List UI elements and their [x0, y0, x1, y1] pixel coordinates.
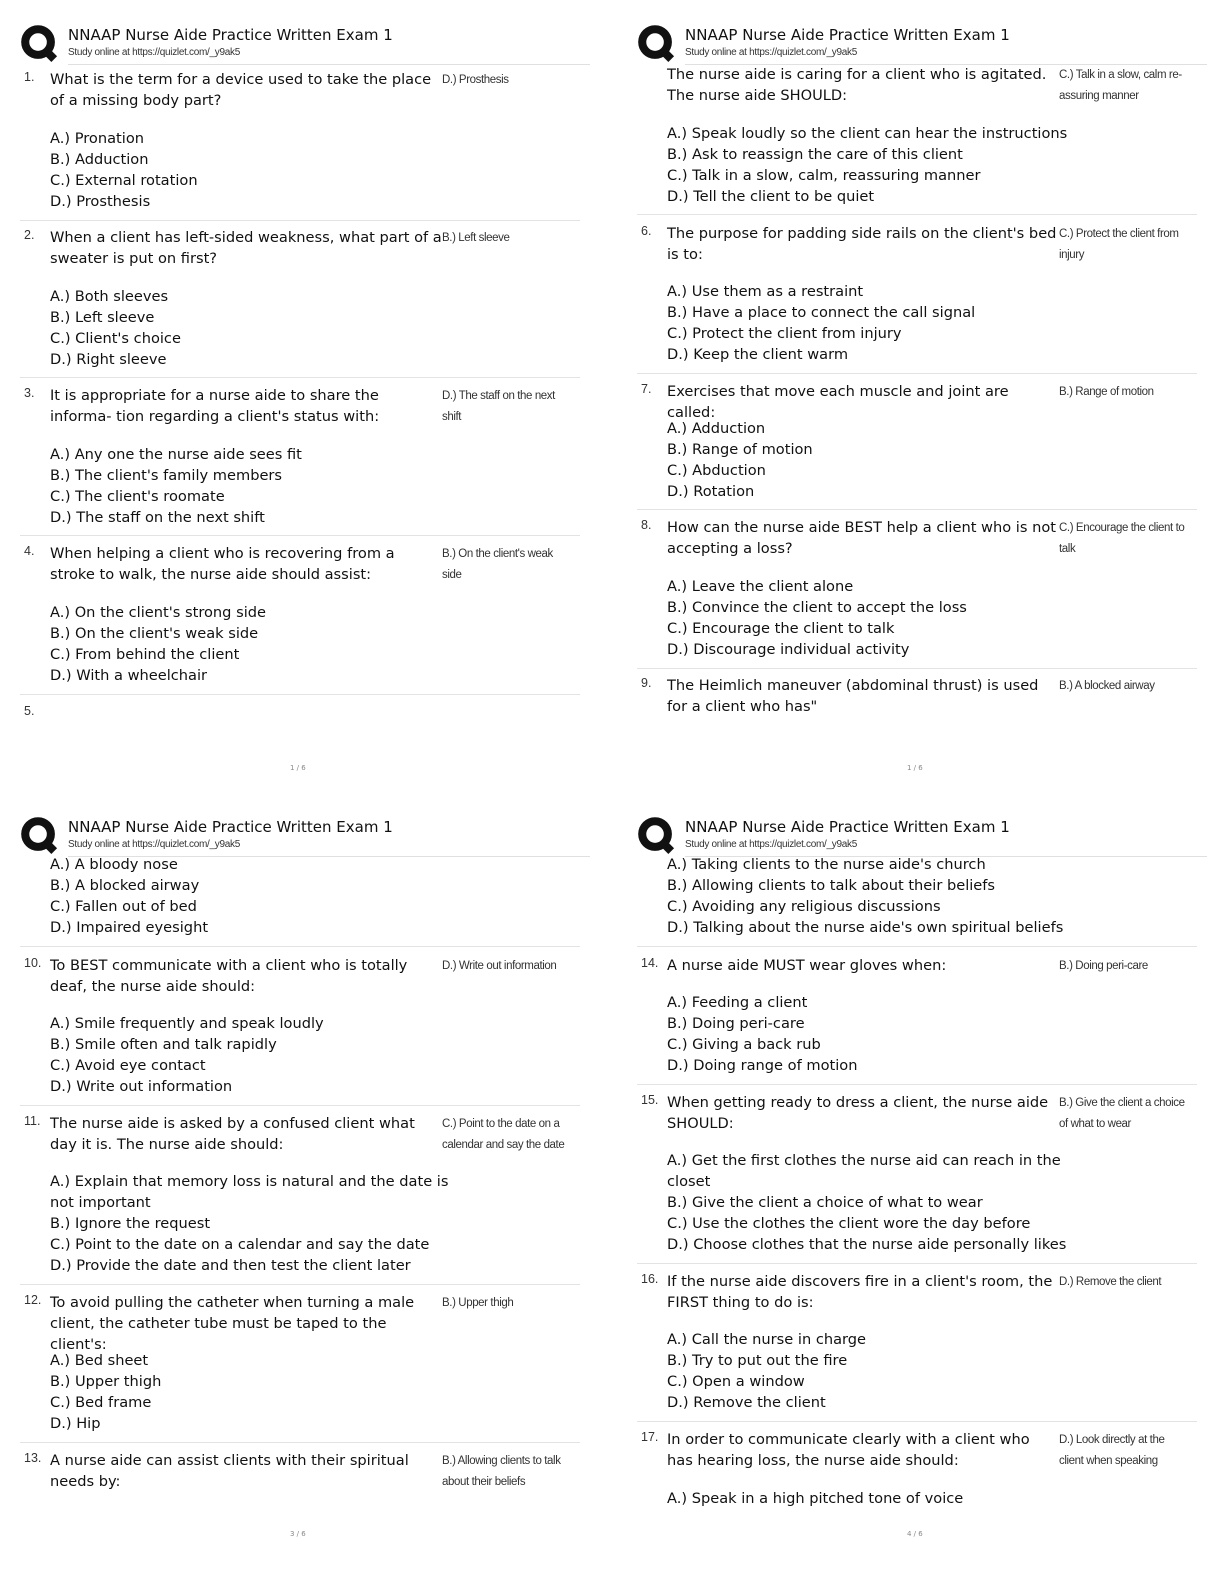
option: A.) Call the nurse in charge	[667, 1331, 867, 1348]
page-subtitle: Study online at https://quizlet.com/_y9ak5	[68, 47, 240, 58]
question-number: 9.	[641, 676, 652, 690]
question-answer: C.) Point to the date on a calendar and say the date	[442, 1118, 565, 1151]
option: A.) Explain that memory loss is natural and the date is	[50, 1173, 449, 1190]
option: A.) Speak in a high pitched tone of voice	[667, 1490, 964, 1507]
option: A.) On the client's strong side	[50, 604, 266, 621]
option: B.) The client's family members	[50, 467, 283, 484]
option: D.) Tell the client to be quiet	[667, 188, 875, 205]
question-answer: D.) Write out information	[442, 960, 557, 972]
page-number: 1 / 6	[907, 764, 923, 772]
question-answer: B.) Upper thigh	[442, 1297, 514, 1309]
option: C.) Talk in a slow, calm, reassuring manner	[667, 167, 981, 184]
divider	[637, 1084, 1197, 1085]
question-answer: B.) Give the client a choice of what to wear	[1059, 1097, 1185, 1130]
question-answer: C.) Encourage the client to talk	[1059, 522, 1185, 555]
question-answer: B.) Left sleeve	[442, 232, 510, 244]
option: C.) Fallen out of bed	[50, 898, 197, 915]
divider	[20, 694, 580, 695]
question-text: The purpose for padding side rails on the client's bed is to:	[667, 225, 1057, 263]
page-header	[20, 22, 595, 64]
option: A.) Pronation	[50, 130, 144, 147]
option: C.) Protect the client from injury	[667, 325, 902, 342]
option: D.) Provide the date and then test the client later	[50, 1257, 411, 1274]
option: D.) With a wheelchair	[50, 667, 208, 684]
option: A.) Both sleeves	[50, 288, 169, 305]
option: D.) Remove the client	[667, 1394, 826, 1411]
question-text: A nurse aide can assist clients with their spiritual needs by:	[50, 1452, 409, 1490]
quizlet-logo-icon	[637, 816, 675, 854]
question-text: Exercises that move each muscle and joint are called:	[667, 383, 1009, 421]
page-title: NNAAP Nurse Aide Practice Written Exam 1	[685, 818, 1010, 836]
options-list	[50, 1013, 470, 1097]
divider	[20, 377, 580, 378]
options-list	[667, 1329, 1087, 1413]
page-subtitle: Study online at https://quizlet.com/_y9ak5	[685, 839, 857, 850]
option: A.) Taking clients to the nurse aide's church	[667, 856, 986, 873]
page-subtitle: Study online at https://quizlet.com/_y9ak5	[68, 839, 240, 850]
option: D.) Hip	[50, 1415, 101, 1432]
page-title: NNAAP Nurse Aide Practice Written Exam 1	[68, 26, 393, 44]
question-answer: D.) Remove the client	[1059, 1276, 1162, 1288]
question-number: 4.	[24, 544, 35, 558]
option: B.) A blocked airway	[50, 877, 200, 894]
option: closet	[667, 1173, 711, 1190]
question-text: The Heimlich maneuver (abdominal thrust) is used for a client who has"	[667, 677, 1039, 715]
divider	[20, 220, 580, 221]
page-header	[637, 22, 1212, 64]
question-number: 5.	[24, 704, 35, 718]
option: D.) Doing range of motion	[667, 1057, 858, 1074]
page-3	[20, 814, 610, 1594]
option: D.) Right sleeve	[50, 351, 167, 368]
question-number: 8.	[641, 518, 652, 532]
option: A.) Adduction	[667, 420, 766, 437]
option: C.) External rotation	[50, 172, 198, 189]
divider	[20, 946, 580, 947]
question-text: The nurse aide is caring for a client who is agitated. The nurse aide SHOULD:	[667, 66, 1047, 104]
options-list	[50, 854, 470, 938]
question-number: 1.	[24, 70, 35, 84]
option: C.) Encourage the client to talk	[667, 620, 895, 637]
option: D.) Talking about the nurse aide's own spiritual beliefs	[667, 919, 1064, 936]
option: not important	[50, 1194, 151, 1211]
quizlet-logo-icon	[637, 24, 675, 62]
question-text: When a client has left-sided weakness, what part of a sweater is put on first?	[50, 229, 442, 267]
option: A.) Bed sheet	[50, 1352, 149, 1369]
question-number: 7.	[641, 382, 652, 396]
options-list	[667, 1150, 1087, 1255]
question-number: 6.	[641, 224, 652, 238]
quizlet-logo-icon	[20, 24, 58, 62]
option: C.) The client's roomate	[50, 488, 225, 505]
options-list	[50, 128, 470, 212]
quizlet-logo-icon	[20, 816, 58, 854]
option: D.) Impaired eyesight	[50, 919, 209, 936]
option: A.) Leave the client alone	[667, 578, 854, 595]
option: B.) Ignore the request	[50, 1215, 211, 1232]
options-list	[667, 854, 1087, 938]
question-text: In order to communicate clearly with a client who has hearing loss, the nurse aide should:	[667, 1431, 1030, 1469]
option: C.) Avoiding any religious discussions	[667, 898, 941, 915]
option: C.) Avoid eye contact	[50, 1057, 206, 1074]
options-list	[50, 444, 470, 528]
divider	[20, 1105, 580, 1106]
page-header	[637, 814, 1212, 856]
question-number: 3.	[24, 386, 35, 400]
option: A.) Get the first clothes the nurse aid can reach in the	[667, 1152, 1061, 1169]
question-number: 11.	[24, 1114, 41, 1128]
option: A.) Any one the nurse aide sees fit	[50, 446, 302, 463]
option: A.) Feeding a client	[667, 994, 808, 1011]
divider	[637, 1421, 1197, 1422]
question-answer: C.) Protect the client from injury	[1059, 228, 1179, 261]
option: B.) Upper thigh	[50, 1373, 162, 1390]
divider	[20, 1442, 580, 1443]
page-title: NNAAP Nurse Aide Practice Written Exam 1	[685, 26, 1010, 44]
option: B.) Smile often and talk rapidly	[50, 1036, 277, 1053]
option: A.) Speak loudly so the client can hear the instructions	[667, 125, 1068, 142]
option: D.) Choose clothes that the nurse aide personally likes	[667, 1236, 1067, 1253]
divider	[637, 1263, 1197, 1264]
option: C.) Abduction	[667, 462, 766, 479]
option: B.) Range of motion	[667, 441, 813, 458]
divider	[637, 373, 1197, 374]
question-answer: C.) Talk in a slow, calm re- assuring manner	[1059, 69, 1182, 102]
question-text: When helping a client who is recovering from a stroke to walk, the nurse aide should assist:	[50, 545, 395, 583]
divider	[20, 535, 580, 536]
options-list	[667, 123, 1087, 207]
option: B.) Convince the client to accept the loss	[667, 599, 967, 616]
question-answer: B.) A blocked airway	[1059, 680, 1155, 692]
option: A.) Smile frequently and speak loudly	[50, 1015, 324, 1032]
option: B.) Allowing clients to talk about their beliefs	[667, 877, 996, 894]
question-number: 14.	[641, 956, 659, 970]
question-number: 10.	[24, 956, 42, 970]
page-header	[20, 814, 595, 856]
question-number: 2.	[24, 228, 35, 242]
options-list	[667, 992, 1087, 1076]
question-text: It is appropriate for a nurse aide to share the informa- tion regarding a client's status with:	[50, 387, 380, 425]
page-number: 3 / 6	[290, 1530, 306, 1538]
page-title: NNAAP Nurse Aide Practice Written Exam 1	[68, 818, 393, 836]
question-answer: B.) Allowing clients to talk about their beliefs	[442, 1455, 561, 1488]
question-number: 13.	[24, 1451, 42, 1465]
options-list	[667, 576, 1087, 660]
question-answer: B.) Range of motion	[1059, 386, 1154, 398]
options-list	[50, 1350, 470, 1434]
page-subtitle: Study online at https://quizlet.com/_y9ak5	[685, 47, 857, 58]
question-text: What is the term for a device used to take the place of a missing body part?	[50, 71, 432, 109]
options-list	[50, 1171, 470, 1276]
divider	[637, 668, 1197, 669]
options-list	[50, 286, 470, 370]
question-text: The nurse aide is asked by a confused client what day it is. The nurse aide should:	[50, 1115, 415, 1153]
question-number: 15.	[641, 1093, 659, 1107]
divider	[637, 214, 1197, 215]
option: B.) Doing peri-care	[667, 1015, 805, 1032]
question-answer: D.) Look directly at the client when speaking	[1059, 1434, 1165, 1467]
options-list	[667, 418, 1087, 502]
question-text: When getting ready to dress a client, the nurse aide SHOULD:	[667, 1094, 1049, 1132]
option: A.) A bloody nose	[50, 856, 178, 873]
option: D.) The staff on the next shift	[50, 509, 265, 526]
option: B.) Give the client a choice of what to wear	[667, 1194, 983, 1211]
page-number: 4 / 6	[907, 1530, 923, 1538]
page-4	[637, 814, 1224, 1594]
option: D.) Write out information	[50, 1078, 233, 1095]
option: D.) Keep the client warm	[667, 346, 849, 363]
question-answer: D.) The staff on the next shift	[442, 390, 555, 423]
question-text: A nurse aide MUST wear gloves when:	[667, 957, 947, 974]
option: B.) Try to put out the fire	[667, 1352, 848, 1369]
option: C.) Use the clothes the client wore the day before	[667, 1215, 1031, 1232]
question-text: How can the nurse aide BEST help a client who is not accepting a loss?	[667, 519, 1057, 557]
question-number: 16.	[641, 1272, 659, 1286]
question-answer: D.) Prosthesis	[442, 74, 509, 86]
divider	[20, 1284, 580, 1285]
divider	[637, 946, 1197, 947]
option: D.) Discourage individual activity	[667, 641, 910, 658]
page-1	[20, 22, 610, 802]
question-text: To avoid pulling the catheter when turning a male client, the catheter tube must be taped to the client's:	[50, 1294, 415, 1353]
option: C.) Client's choice	[50, 330, 181, 347]
option: A.) Use them as a restraint	[667, 283, 864, 300]
option: B.) Left sleeve	[50, 309, 155, 326]
question-answer: B.) On the client's weak side	[442, 548, 553, 581]
option: C.) Bed frame	[50, 1394, 152, 1411]
question-text: To BEST communicate with a client who is totally deaf, the nurse aide should:	[50, 957, 408, 995]
option: D.) Rotation	[667, 483, 755, 500]
page-2	[637, 22, 1224, 802]
option: C.) Giving a back rub	[667, 1036, 821, 1053]
option: B.) On the client's weak side	[50, 625, 259, 642]
divider	[637, 509, 1197, 510]
question-answer: B.) Doing peri-care	[1059, 960, 1148, 972]
option: D.) Prosthesis	[50, 193, 151, 210]
option: B.) Have a place to connect the call signal	[667, 304, 976, 321]
divider	[68, 64, 590, 65]
options-list	[667, 281, 1087, 365]
option: C.) Open a window	[667, 1373, 805, 1390]
option: C.) Point to the date on a calendar and say the date	[50, 1236, 430, 1253]
question-number: 17.	[641, 1430, 659, 1444]
options-list	[50, 602, 470, 686]
options-list	[667, 1488, 1087, 1509]
option: B.) Ask to reassign the care of this client	[667, 146, 963, 163]
option: C.) From behind the client	[50, 646, 240, 663]
option: B.) Adduction	[50, 151, 149, 168]
page-number: 1 / 6	[290, 764, 306, 772]
question-text: If the nurse aide discovers fire in a client's room, the FIRST thing to do is:	[667, 1273, 1053, 1311]
question-number: 12.	[24, 1293, 42, 1307]
